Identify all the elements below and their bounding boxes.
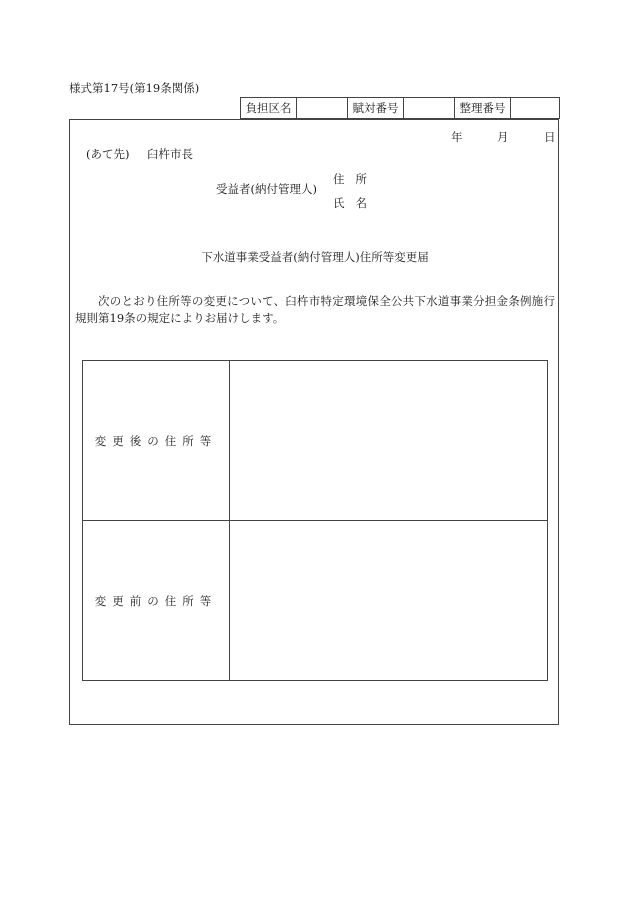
- addressee-prefix: (あて先): [86, 147, 130, 161]
- date-year-label: 年: [451, 130, 463, 144]
- applicant-role-label: 受益者(納付管理人): [216, 182, 317, 196]
- addressee-name: 臼杵市長: [147, 147, 193, 161]
- levy-number-label: 賦対番号: [348, 98, 404, 119]
- levy-number-field[interactable]: [404, 98, 455, 119]
- change-table: [82, 360, 548, 681]
- after-change-field[interactable]: [230, 361, 548, 521]
- date-day-label: 日: [544, 130, 556, 144]
- reference-number-field[interactable]: [511, 98, 560, 119]
- burden-area-field[interactable]: [297, 98, 348, 119]
- body-paragraph: 次のとおり住所等の変更について、臼杵市特定環境保全公共下水道事業分担金条例施行規則第19条の規定によりお届けします。: [75, 294, 555, 325]
- burden-area-label: 負担区名: [241, 98, 297, 119]
- form-number-label: 様式第17号(第19条関係): [69, 81, 200, 95]
- date-month-label: 月: [497, 130, 509, 144]
- before-change-field[interactable]: [230, 521, 548, 681]
- after-change-label: 変更後の住所等: [83, 361, 230, 521]
- before-change-label: 変更前の住所等: [83, 521, 230, 681]
- address-label: 住所: [333, 172, 378, 186]
- name-label: 氏名: [333, 196, 378, 210]
- document-title: 下水道事業受益者(納付管理人)住所等変更届: [201, 250, 429, 264]
- reference-number-label: 整理番号: [455, 98, 511, 119]
- admin-fields-table: [240, 97, 560, 119]
